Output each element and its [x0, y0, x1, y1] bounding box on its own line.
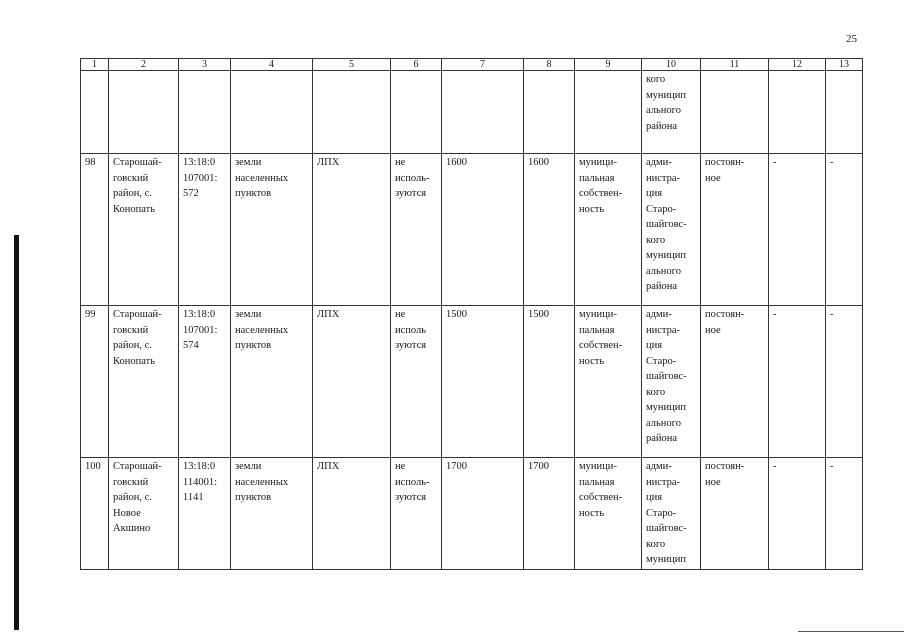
location-cell: Старошай- говский район, с. Конопать [109, 306, 179, 458]
scan-edge-line [798, 631, 904, 632]
page-number: 25 [846, 33, 857, 45]
cadastral-number-cell: 13:18:0 107001: 574 [179, 306, 231, 458]
column-header: 4 [231, 59, 313, 71]
column-header: 7 [442, 59, 524, 71]
land-category-cell: земли населенных пунктов [231, 306, 313, 458]
encumbrance-cell: - [769, 154, 826, 306]
table-row-continuation [81, 71, 863, 154]
area-cell: 1500 [442, 306, 524, 458]
area-cell: 1600 [524, 154, 575, 306]
note-cell: - [826, 154, 863, 306]
column-header: 9 [575, 59, 642, 71]
note-cell: - [826, 458, 863, 570]
scan-edge-bar [14, 235, 19, 630]
owner-cell: кого муницип ального района [642, 71, 701, 154]
column-header: 8 [524, 59, 575, 71]
land-registry-table [80, 58, 863, 570]
area-cell [524, 71, 575, 154]
row-number-cell: 100 [81, 458, 109, 570]
permitted-use-cell [313, 71, 391, 154]
right-type-cell: постоян- ное [701, 154, 769, 306]
table-row [81, 306, 863, 458]
row-number-cell [81, 71, 109, 154]
column-header: 1 [81, 59, 109, 71]
row-number-cell: 99 [81, 306, 109, 458]
owner-cell: адми- нистра- ция Старо- шайговс- кого муницип [642, 458, 701, 570]
permitted-use-cell: ЛПХ [313, 458, 391, 570]
table-row [81, 458, 863, 570]
column-header: 6 [391, 59, 442, 71]
right-type-cell [701, 71, 769, 154]
location-cell: Старошай- говский район, с. Конопать [109, 154, 179, 306]
column-header: 5 [313, 59, 391, 71]
land-category-cell [231, 71, 313, 154]
ownership-cell: муници- пальная собствен- ность [575, 306, 642, 458]
ownership-cell [575, 71, 642, 154]
usage-status-cell [391, 71, 442, 154]
cadastral-number-cell: 13:18:0 114001: 1141 [179, 458, 231, 570]
encumbrance-cell: - [769, 458, 826, 570]
permitted-use-cell: ЛПХ [313, 306, 391, 458]
cadastral-number-cell: 13:18:0 107001: 572 [179, 154, 231, 306]
area-cell: 1700 [442, 458, 524, 570]
right-type-cell: постоян- ное [701, 306, 769, 458]
usage-status-cell: не исполь- зуются [391, 458, 442, 570]
note-cell [826, 71, 863, 154]
column-header: 11 [701, 59, 769, 71]
column-number-row [81, 59, 863, 71]
area-cell [442, 71, 524, 154]
column-header: 12 [769, 59, 826, 71]
land-category-cell: земли населенных пунктов [231, 154, 313, 306]
usage-status-cell: не исполь зуются [391, 306, 442, 458]
ownership-cell: муници- пальная собствен- ность [575, 458, 642, 570]
area-cell: 1700 [524, 458, 575, 570]
owner-cell: адми- нистра- ция Старо- шайговс- кого муницип ального района [642, 154, 701, 306]
area-cell: 1500 [524, 306, 575, 458]
usage-status-cell: не исполь- зуются [391, 154, 442, 306]
area-cell: 1600 [442, 154, 524, 306]
right-type-cell: постоян- ное [701, 458, 769, 570]
column-header: 10 [642, 59, 701, 71]
column-header: 13 [826, 59, 863, 71]
owner-cell: адми- нистра- ция Старо- шайговс- кого муницип ального района [642, 306, 701, 458]
table-row [81, 154, 863, 306]
row-number-cell: 98 [81, 154, 109, 306]
column-header: 3 [179, 59, 231, 71]
ownership-cell: муници- пальная собствен- ность [575, 154, 642, 306]
location-cell [109, 71, 179, 154]
column-header: 2 [109, 59, 179, 71]
cadastral-number-cell [179, 71, 231, 154]
permitted-use-cell: ЛПХ [313, 154, 391, 306]
land-category-cell: земли населенных пунктов [231, 458, 313, 570]
note-cell: - [826, 306, 863, 458]
encumbrance-cell: - [769, 306, 826, 458]
encumbrance-cell [769, 71, 826, 154]
location-cell: Старошай- говский район, с. Новое Акшино [109, 458, 179, 570]
